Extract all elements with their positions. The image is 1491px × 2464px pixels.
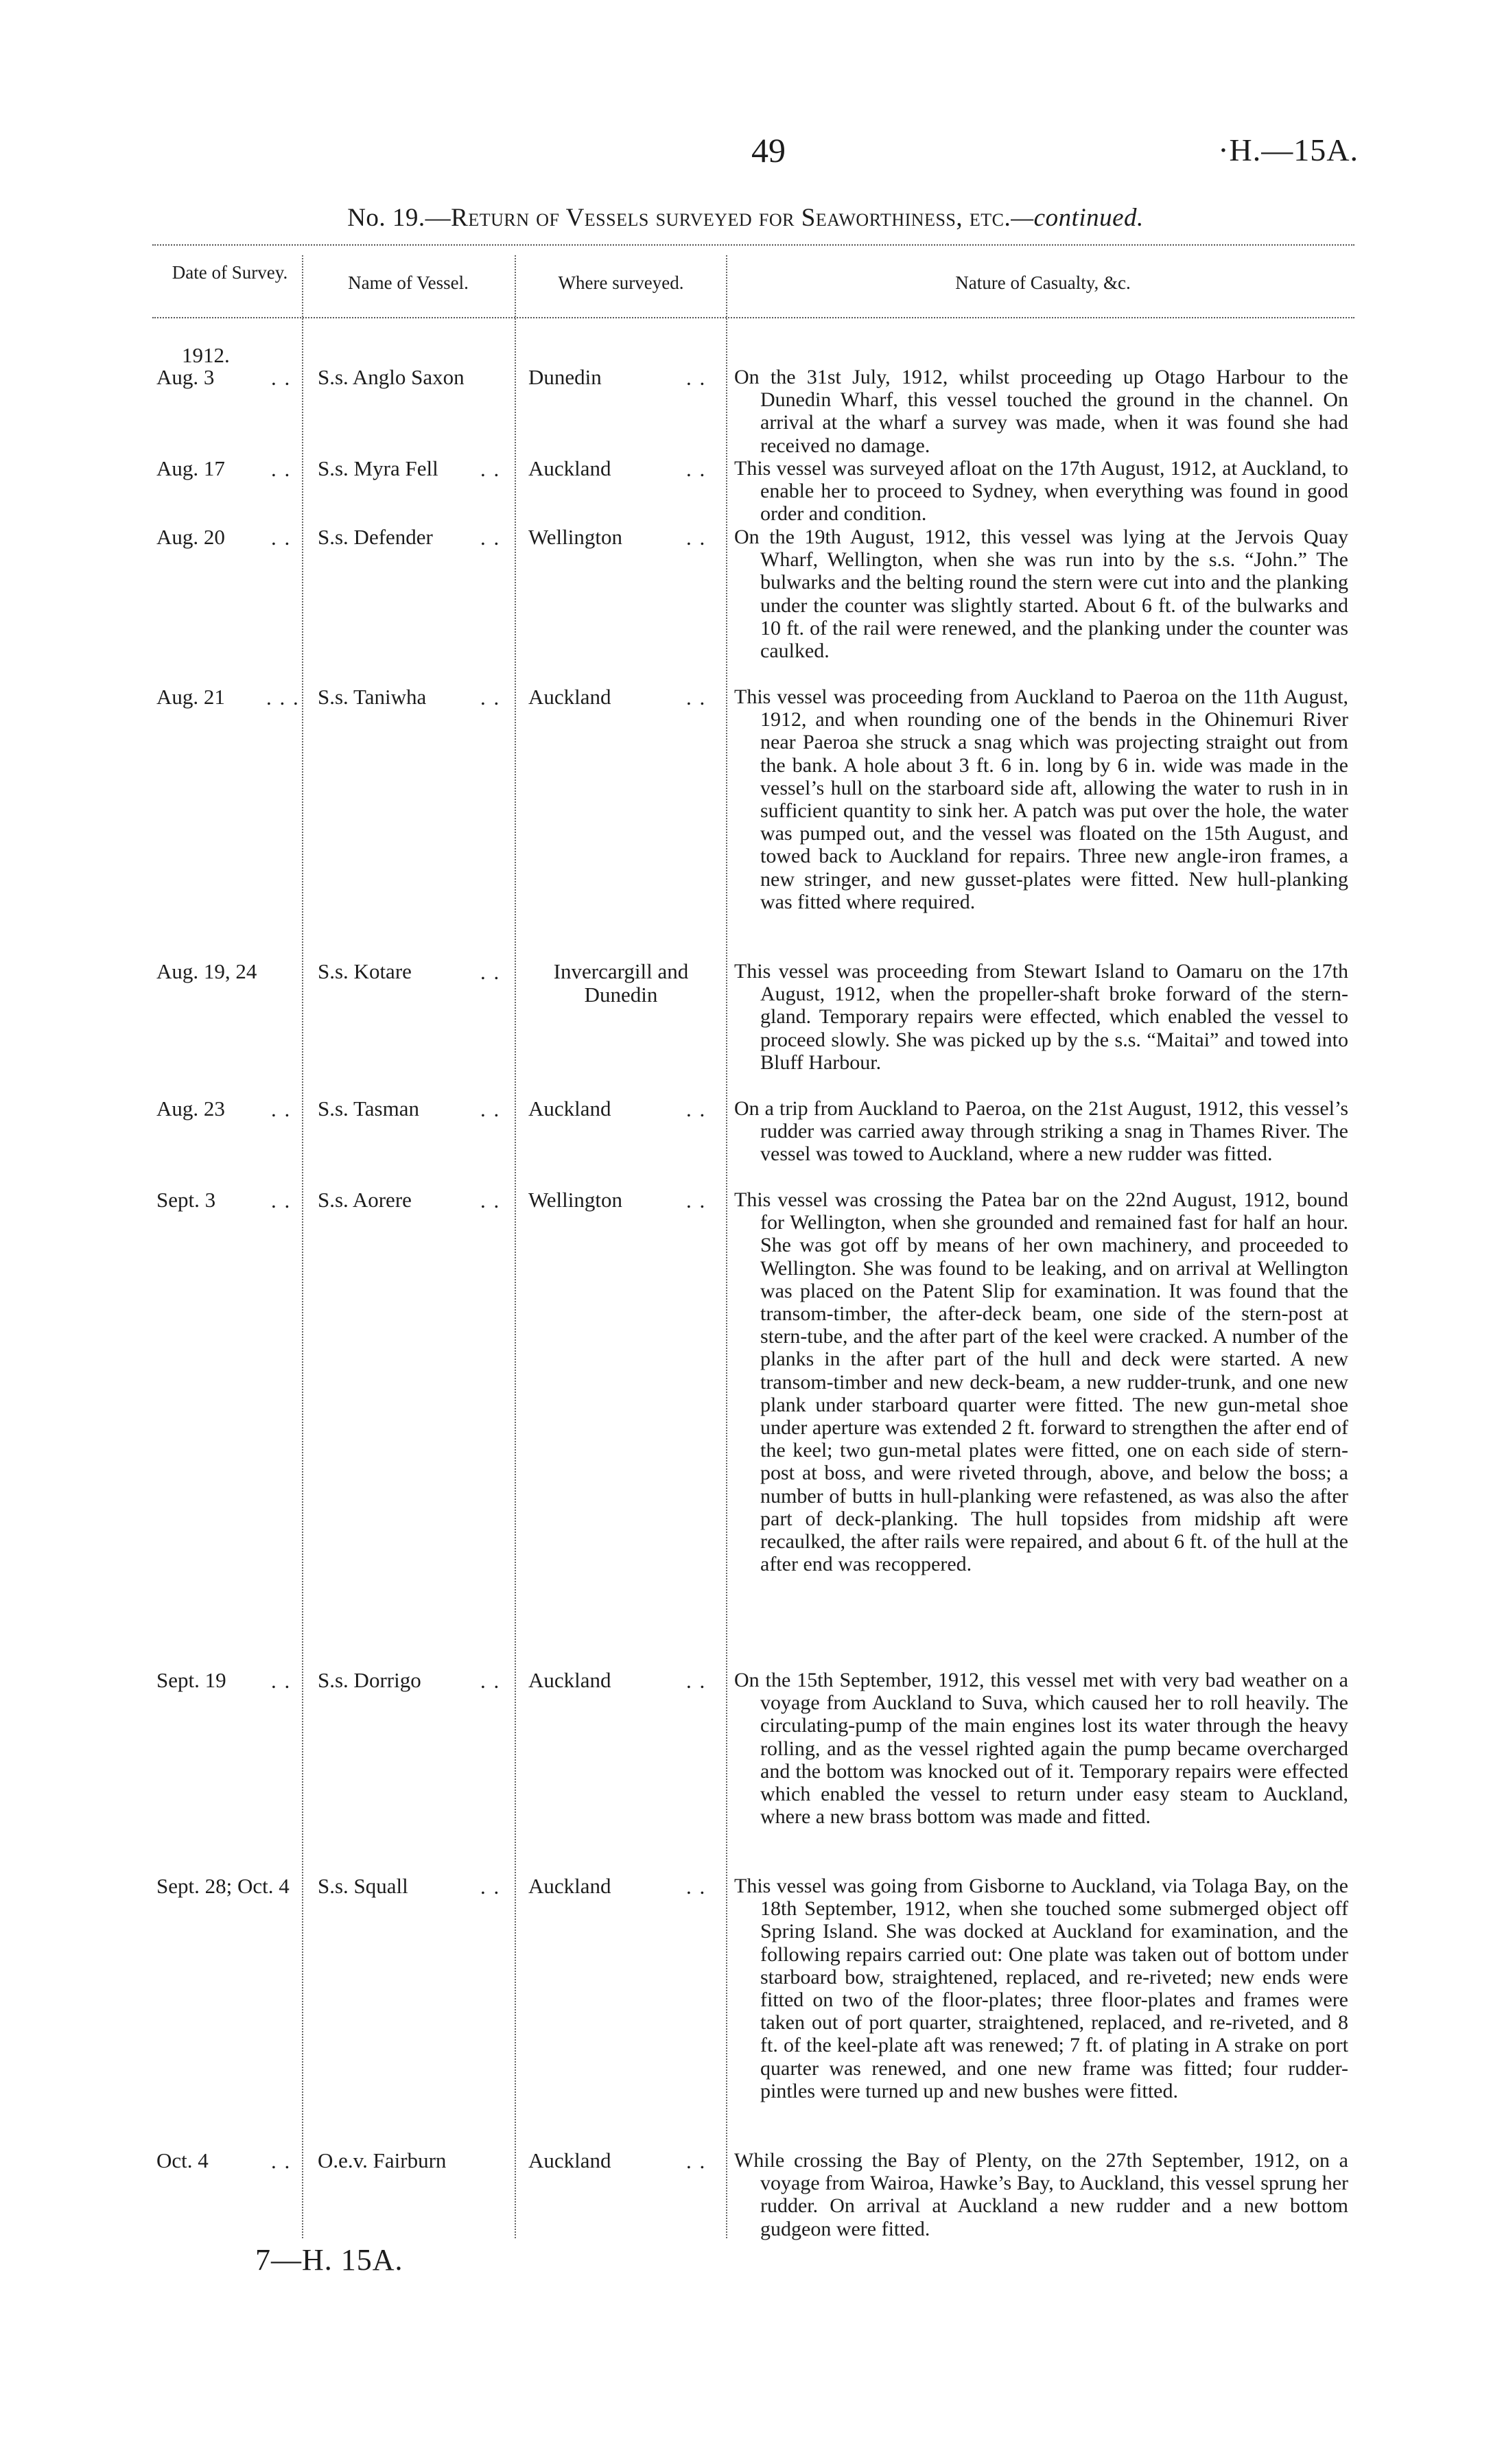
leader-dots: . . bbox=[686, 685, 707, 709]
casualty-description bbox=[734, 457, 1348, 526]
vessel-name: S.s. Dorrigo bbox=[318, 1668, 421, 1692]
casualty-description bbox=[734, 685, 1348, 913]
leader-dots: . . bbox=[686, 526, 707, 550]
column-divider-3 bbox=[726, 255, 727, 2238]
title-prefix: No. 19.— bbox=[347, 204, 451, 232]
casualty-text: On the 31st July, 1912, whilst proceeding up Otago Harbour to the Dunedin Wharf, this vessel touched the ground in the channel. On arrival at the wharf a survey was made, when it was found she had received no damage. bbox=[734, 366, 1348, 457]
header-bottom-rule bbox=[152, 317, 1354, 318]
casualty-description bbox=[734, 1097, 1348, 1166]
survey-date: Aug. 21 bbox=[156, 685, 225, 709]
survey-date: Aug. 3 bbox=[156, 365, 215, 389]
survey-date: Aug. 23 bbox=[156, 1096, 225, 1120]
casualty-text: On the 19th August, 1912, this vessel was lying at the Jervois Quay Wharf, Wellington, when she was run into by the s.s. “John.” The bulwarks and the belting round the stern were cut into and the planking under the counter was slightly started. About 6 ft. of the bulwarks and 10 ft. of the rail were renewed, and the planking under the counter was caulked. bbox=[734, 526, 1348, 663]
column-divider-2 bbox=[515, 255, 516, 2238]
survey-location: Invercargill and Dunedin bbox=[553, 959, 689, 1007]
survey-date: Sept. 19 bbox=[156, 1668, 226, 1692]
casualty-text: This vessel was proceeding from Stewart Island to Oamaru on the 17th August, 1912, when the propeller-shaft broke forward of the stern-gland. Temporary repairs were effected, which enabled the vessel to proceed slowly. She was picked up by the s.s. “Maitai” and towed into Bluff Harbour. bbox=[734, 960, 1348, 1074]
leader-dots: . . bbox=[271, 1188, 292, 1212]
leader-dots: . . bbox=[686, 2149, 707, 2173]
survey-location: Auckland bbox=[528, 1096, 611, 1120]
leader-dots: . . bbox=[686, 1875, 707, 1899]
title-suffix: —continued. bbox=[1011, 204, 1144, 232]
page-number: 49 bbox=[751, 131, 786, 169]
leader-dots: . . bbox=[686, 457, 707, 481]
leader-dots: . . bbox=[271, 366, 292, 390]
leader-dots: . . bbox=[480, 1188, 501, 1212]
leader-dots: . . bbox=[480, 526, 501, 550]
casualty-text: On the 15th September, 1912, this vessel met with very bad weather on a voyage from Auckland to Suva, which caused her to roll heavily. The circulating-pump of the main engines lost its water through the heavy rolling, and as the vessel righted again the pump became overcharged and the bottom was knocked out of it. Temporary repairs were effected which enabled the vessel to return under easy steam to Auckland, where a new brass bottom was made and fitted. bbox=[734, 1669, 1348, 1829]
leader-dots: . . . bbox=[266, 685, 300, 709]
survey-location: Dunedin bbox=[528, 365, 602, 389]
leader-dots: . . bbox=[271, 2149, 292, 2173]
table-title bbox=[0, 203, 1491, 233]
header-top-rule bbox=[152, 244, 1354, 246]
casualty-description bbox=[734, 1188, 1348, 1575]
title-main: Return of Vessels surveyed for Seaworthiness, etc. bbox=[451, 204, 1011, 232]
leader-dots: . . bbox=[480, 960, 501, 984]
survey-location: Auckland bbox=[528, 1874, 611, 1898]
survey-location: Auckland bbox=[528, 456, 611, 480]
casualty-text: This vessel was surveyed afloat on the 17th August, 1912, at Auckland, to enable her to proceed to Sydney, when everything was found in good order and condition. bbox=[734, 457, 1348, 526]
leader-dots: . . bbox=[271, 1097, 292, 1121]
survey-date: Aug. 17 bbox=[156, 456, 225, 480]
casualty-text: While crossing the Bay of Plenty, on the 27th September, 1912, on a voyage from Wairoa, Hawke’s Bay, to Auckland, this vessel sprung her rudder. On arrival at Auckland a new rudder and a new bottom gudgeon were fitted. bbox=[734, 2149, 1348, 2240]
casualty-description bbox=[734, 1875, 1348, 2102]
casualty-text: This vessel was proceeding from Auckland to Paeroa on the 11th August, 1912, and when rounding one of the bends in the Ohinemuri River near Paeroa she struck a snag which was projecting straight out from the bank. A hole about 3 ft. 6 in. long by 6 in. wide was made in the vessel’s hull on the starboard side aft, allowing the water to rush in in sufficient quantity to sink her. A patch was put over the hole, the water was pumped out, and the vessel was floated on the 15th August, and towed back to Auckland for repairs. Three new angle-iron frames, a new stringer, and new gusset-plates were fitted. New hull-planking was fitted where required. bbox=[734, 685, 1348, 913]
survey-location: Wellington bbox=[528, 1188, 622, 1212]
casualty-text: This vessel was crossing the Patea bar on the 22nd August, 1912, bound for Wellington, when she grounded and remained fast for half an hour. She was got off by means of her own machinery, and proceeded to Wellington. She was found to be leaking, and on arrival at Wellington was placed on the Patent Slip for examination. It was found that the transom-timber, the after-deck beam, one side of the stern-post at stern-tube, and the after part of the keel were cracked. A number of the planks in the after part of the hull and deck were started. A new transom-timber and new deck-beam, a new rudder-trunk, and one new plank under starboard quarter were fitted. The new gun-metal shoe under aperture was extended 2 ft. forward to strengthen the after end of the keel; two gun-metal plates were fitted, one on each side of stern-post at boss, and were riveted through, above, and below the boss; a number of butts in hull-planking were refastened, as was also the after part of deck-planking. The hull topsides from midship aft were recaulked, the after rails were repaired, and about 6 ft. of the hull at the after end was recoppered. bbox=[734, 1188, 1348, 1576]
leader-dots: . . bbox=[686, 1669, 707, 1693]
casualty-description bbox=[734, 1669, 1348, 1828]
vessel-name: S.s. Tasman bbox=[318, 1096, 419, 1120]
survey-location: Wellington bbox=[528, 525, 622, 549]
survey-location: Auckland bbox=[528, 685, 611, 709]
survey-location: Auckland bbox=[528, 2148, 611, 2172]
vessel-name: S.s. Anglo Saxon bbox=[318, 365, 465, 389]
leader-dots: . . bbox=[480, 1669, 501, 1693]
vessel-name: S.s. Myra Fell bbox=[318, 456, 438, 480]
survey-date: Aug. 20 bbox=[156, 525, 225, 549]
vessel-name: O.e.v. Fairburn bbox=[318, 2148, 447, 2172]
casualty-description bbox=[734, 960, 1348, 1074]
leader-dots: . . bbox=[480, 1875, 501, 1899]
survey-date: Oct. 4 bbox=[156, 2148, 209, 2172]
casualty-description bbox=[734, 2149, 1348, 2240]
leader-dots: . . bbox=[271, 526, 292, 550]
vessel-name: S.s. Aorere bbox=[318, 1188, 412, 1212]
leader-dots: . . bbox=[686, 1097, 707, 1121]
leader-dots: . . bbox=[480, 685, 501, 709]
leader-dots: . . bbox=[480, 1097, 501, 1121]
year-label: 1912. bbox=[182, 343, 230, 367]
casualty-description bbox=[734, 366, 1348, 457]
column-header-where: Where surveyed. bbox=[558, 272, 684, 293]
vessel-name: S.s. Taniwha bbox=[318, 685, 427, 709]
survey-date: Sept. 3 bbox=[156, 1188, 216, 1212]
vessel-name: S.s. Kotare bbox=[318, 959, 412, 983]
column-divider-1 bbox=[302, 255, 303, 2238]
leader-dots: . . bbox=[271, 457, 292, 481]
column-header-date: Date of Survey. bbox=[172, 262, 288, 283]
survey-date: Sept. 28; Oct. 4 bbox=[156, 1874, 290, 1898]
survey-date: Aug. 19, 24 bbox=[156, 959, 257, 983]
column-header-nature: Nature of Casualty, &c. bbox=[955, 272, 1131, 293]
leader-dots: . . bbox=[271, 1669, 292, 1693]
leader-dots: . . bbox=[686, 366, 707, 390]
casualty-text: On a trip from Auckland to Paeroa, on the 21st August, 1912, this vessel’s rudder was carried away through striking a snag in Thames River. The vessel was towed to Auckland, where a new rudder was fitted. bbox=[734, 1097, 1348, 1166]
column-header-name: Name of Vessel. bbox=[348, 272, 469, 293]
vessel-name: S.s. Defender bbox=[318, 525, 433, 549]
casualty-description bbox=[734, 526, 1348, 662]
leader-dots: . . bbox=[686, 1188, 707, 1212]
survey-location: Auckland bbox=[528, 1668, 611, 1692]
casualty-text: This vessel was going from Gisborne to Auckland, via Tolaga Bay, on the 18th September, 1912, when she touched some submerged object off Spring Island. She was docked at Auckland for examination, and the following repairs carried out: One plate was taken out of bottom under starboard bow, straightened, replaced, and re-riveted; new ends were fitted on two of the floor-plates; three floor-plates and frames were taken out of port quarter, straightened, replaced, and re-riveted, and 8 ft. of the keel-plate aft was renewed; 7 ft. of plating in A strake on port quarter was renewed, and one new frame was fitted; four rudder-pintles were turned up and new bushes were fitted. bbox=[734, 1875, 1348, 2102]
vessel-name: S.s. Squall bbox=[318, 1874, 408, 1898]
signature-reference: 7—H. 15A. bbox=[255, 2243, 403, 2277]
leader-dots: . . bbox=[480, 457, 501, 481]
paper-reference: ·H.—15A. bbox=[1218, 132, 1359, 167]
